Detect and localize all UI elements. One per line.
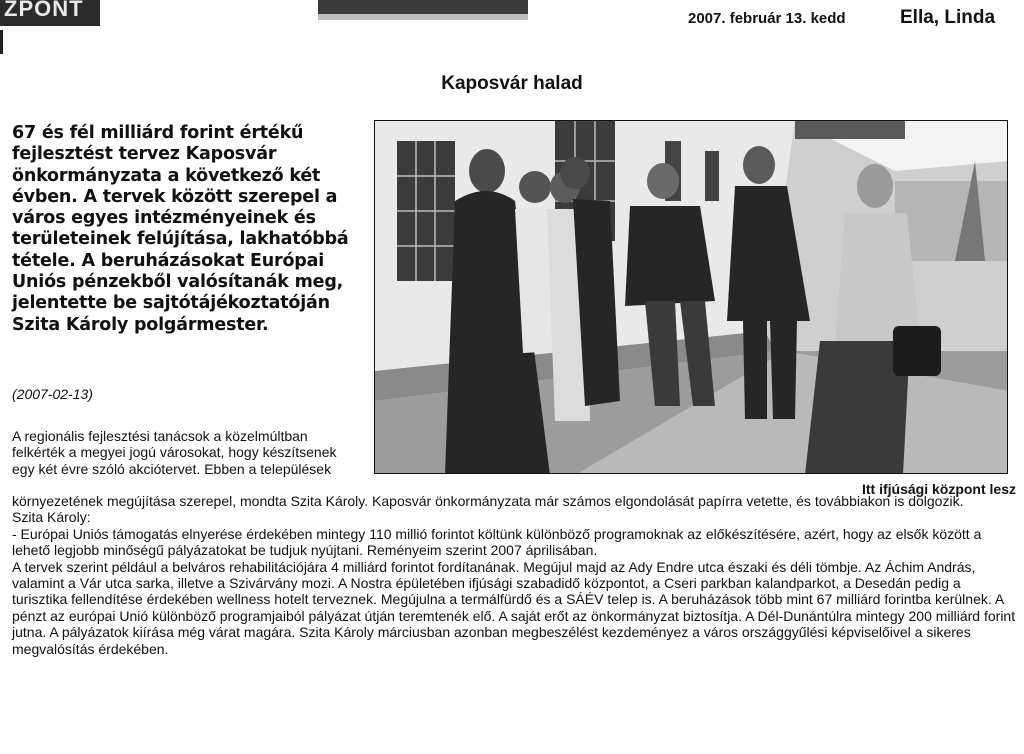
article-body [12, 493, 1017, 657]
photo-caption: Itt ifjúsági központ lesz [861, 481, 1016, 497]
body-paragraph: - Európai Uniós támogatás elnyerése érdekében mintegy 110 millió forintot költünk különböző programoknak az előkészítésére, azért, hogy az elsők között a lehető legjobb minőségű pályázatokat be tudjuk nyújtani. Reményeim szerint 2007 áprilisában. [12, 525, 982, 559]
body-paragraph: környezetének megújítása szerepel, mondta Szita Károly. Kaposvár önkormányzata már számos elgondolását papírra vetette, és továbbiakon is dolgozik. [12, 493, 964, 509]
body-paragraph: Szita Károly: [12, 509, 91, 526]
article-title: Kaposvár halad [441, 73, 583, 94]
masthead-fragment [0, 0, 100, 26]
issue-date: 2007. február 13. kedd [688, 10, 846, 27]
article-lead: 67 és fél milliárd forint értékű fejlesztést tervez Kaposvár önkormányzata a következő két évben. A tervek között szerepel a város egyes intézményeinek és területeinek felújítása, lakhatóbbá tétele. A beruházásokat Európai Uniós pénzekből valósítanák meg, jelentette be sajtótájékoztatóján Szita Károly polgármester. [12, 123, 349, 335]
masthead-text: ZPONT [4, 0, 84, 21]
body-paragraph: A tervek szerint például a belváros rehabilitációjára 4 milliárd forintot fordítanának. Megújul majd az Ady Endre utca északi és déli tömbje. Az Áchim András, valamint a Vár utca sarka, illetve a Szivárvány mozi. A Nostra épületében ifjúsági szabadidő központot, a Cseri parkban kalandparkot, a Desedán pedig a turisztika fellendítése érdekében wellness hotelt terveznek. Megújulna a termálfürdő és a SÁÉV telep is. A beruházások több mint 67 milliárd forintba kerülnek. A pénzt az európai Unió különböző programjaiból pályázat útján teremtenék elő. A saját erőt az önkormányzat biztosítja. A Dél-Dunántúlra mintegy 200 milliárd forint jutna. A pályázatok kiírása még várat magára. Szita Károly márciusban azonban megbeszélést kezdeményez a város országgyűlési képviselőivel a sikeres megvalósítás érdekében. [12, 558, 1016, 657]
article-photo [374, 120, 1008, 474]
intro-column-text: A regionális fejlesztési tanácsok a közelmúltban felkérték a megyei jogú városokat, hogy készítsenek egy két évre szóló akciótervet. Ebben a települések [12, 428, 337, 477]
lead-date: (2007-02-13) [12, 386, 93, 402]
margin-rule [0, 30, 3, 54]
photo-illustration [375, 121, 1008, 474]
author-name: Ella, Linda [900, 7, 996, 28]
masthead-bar [318, 0, 528, 20]
